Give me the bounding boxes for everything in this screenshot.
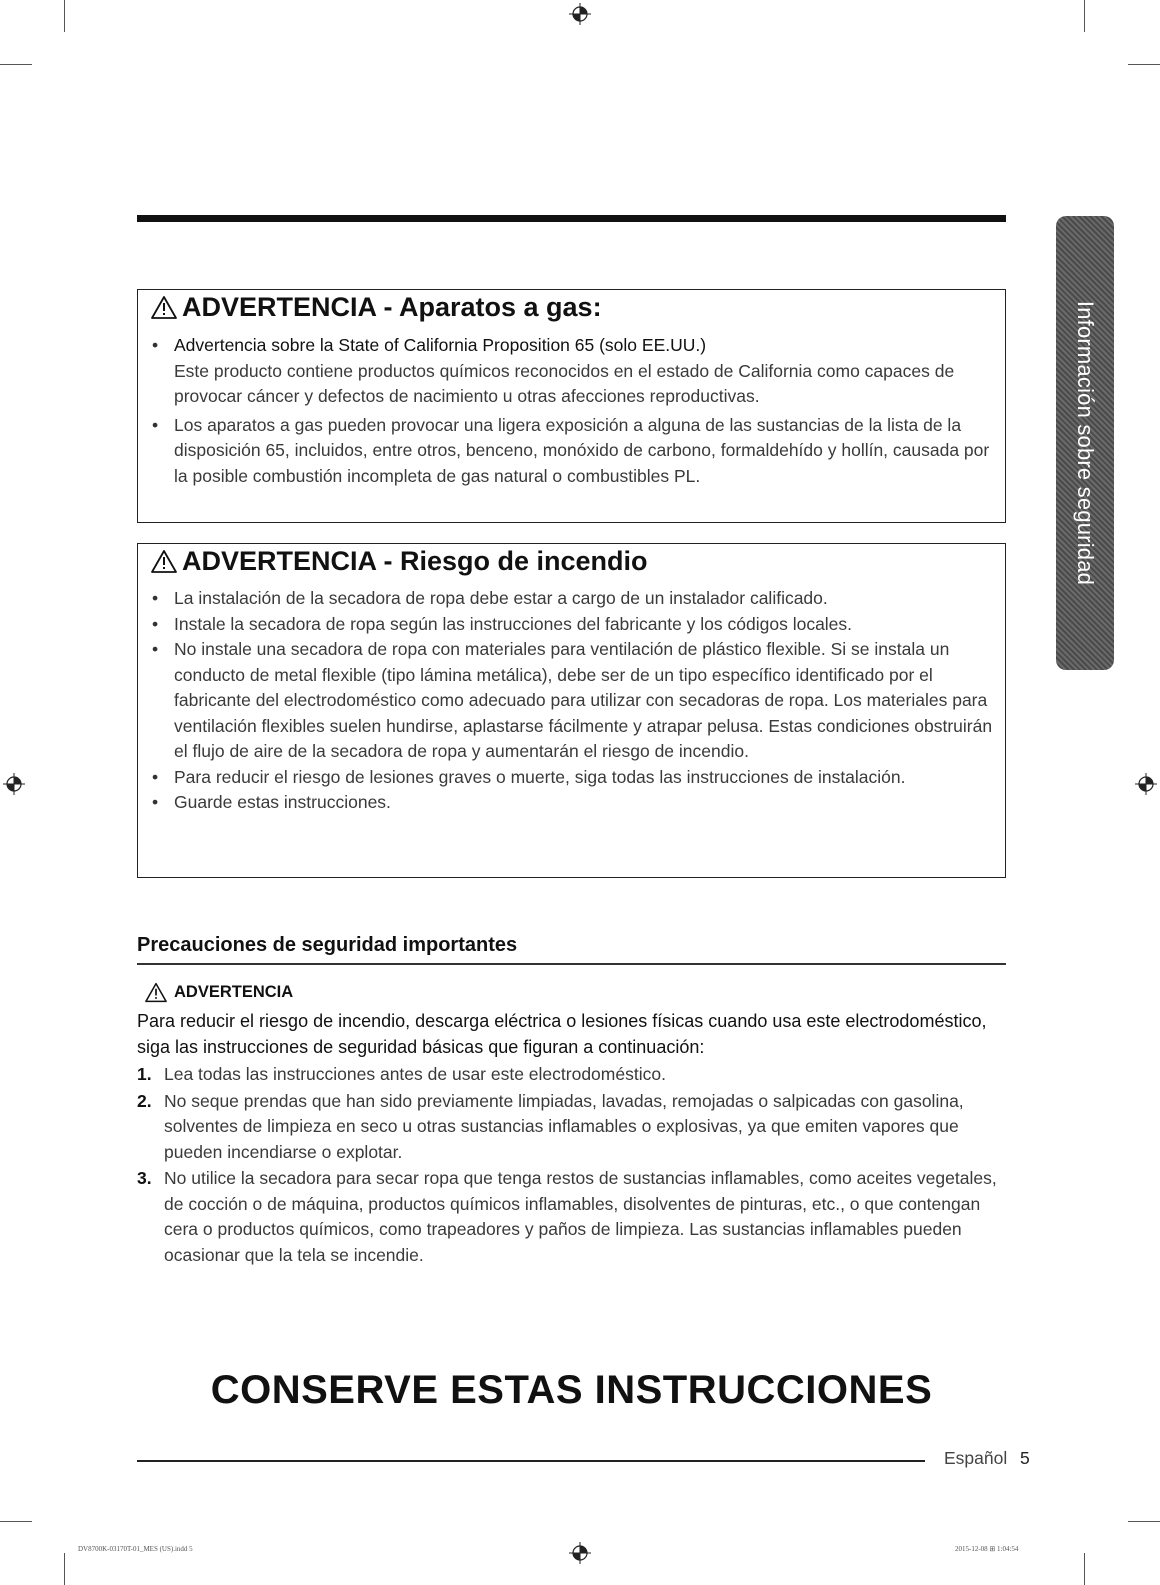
list-item-text: Este producto contiene productos químicos reconocidos en el estado de California como capaces de provocar cáncer y defectos de nacimiento u otras afecciones reproductivas. xyxy=(174,360,955,406)
print-slug-file: DV8700K-03170T-01_MES (US).indd 5 xyxy=(78,1545,193,1553)
list-item-text: No seque prendas que han sido previamente limpiadas, lavadas, remojadas o salpicadas con gasolina, solventes de limpieza en seco u otras sustancias inflamables o explosivas, ya que emiten vapores que pueden incendiarse o explotar. xyxy=(164,1090,964,1162)
list-item: • Para reducir el riesgo de lesiones graves o muerte, siga todas las instrucciones de instalación. xyxy=(148,765,995,791)
list-item-number: 1. xyxy=(137,1064,152,1084)
list-item xyxy=(137,1089,1012,1166)
section-rule xyxy=(137,963,1006,965)
list-item-text: No utilice la secadora para secar ropa que tenga restos de sustancias inflamables, como aceites vegetales, de cocción o de máquina, productos químicos inflamables, disolventes de pinturas, etc., o que contengan cera o productos químicos, como trapeadores y paños de limpieza. Las sustancias inflamables pueden ocasionar que la tela se incendie. xyxy=(164,1168,997,1265)
precautions-intro: Para reducir el riesgo de incendio, descarga eléctrica o lesiones físicas cuando usa este electrodoméstico, siga las instrucciones de seguridad básicas que figuran a continuación: xyxy=(137,1011,987,1057)
closing-title: CONSERVE ESTAS INSTRUCCIONES xyxy=(210,1368,933,1412)
section-heading: Precauciones de seguridad importantes xyxy=(137,934,518,956)
list-item-number: 2. xyxy=(137,1090,152,1111)
footer-language: Español xyxy=(944,1448,1008,1468)
list-item: • Guarde estas instrucciones. xyxy=(148,790,995,816)
precautions-list xyxy=(137,1062,1012,1269)
warning-fire-title-text: ADVERTENCIA - Riesgo de incendio xyxy=(182,546,648,576)
warning-triangle-icon xyxy=(144,982,168,1003)
registration-mark-icon xyxy=(3,773,25,795)
section-side-tab-label: Información sobre seguridad xyxy=(1073,300,1098,586)
crop-mark xyxy=(0,64,32,65)
registration-mark-icon xyxy=(569,1542,591,1564)
crop-mark xyxy=(1128,64,1160,65)
warning-gas-title-text: ADVERTENCIA - Aparatos a gas: xyxy=(182,292,602,322)
list-item: • La instalación de la secadora de ropa debe estar a cargo de un instalador calificado. xyxy=(148,586,995,612)
warning-label-text: ADVERTENCIA xyxy=(174,983,294,1001)
print-slug-date: 2015-12-08 ⊞ 1:04:54 xyxy=(955,1545,1019,1553)
warning-fire-title xyxy=(150,546,648,577)
warning-triangle-icon xyxy=(150,295,178,320)
list-item-number: 3. xyxy=(137,1168,152,1188)
crop-mark xyxy=(1084,0,1085,32)
list-item-lead: • Advertencia sobre la State of California Proposition 65 (solo EE.UU.) xyxy=(174,335,707,355)
page-number: 5 xyxy=(1020,1448,1030,1468)
list-item-text: Lea todas las instrucciones antes de usar este electrodoméstico. xyxy=(164,1064,666,1084)
crop-mark xyxy=(1084,1553,1085,1585)
warning-box-gas xyxy=(137,289,1006,523)
registration-mark-icon xyxy=(1135,773,1157,795)
warning-gas-list xyxy=(148,333,995,489)
warning-gas-title xyxy=(150,292,602,323)
list-item: • No instale una secadora de ropa con materiales para ventilación de plástico flexible. Si se instala un conducto de metal flexible (tipo lámina metálica), debe ser de un tipo específico identificado por el fabricante del electrodoméstico como adecuado para utilizar con secadoras de ropa. Los materiales para ventilación flexibles suelen hundirse, aplastarse fácilmente y atrapar pelusa. Estas condiciones obstruirán el flujo de aire de la secadora de ropa y aumentarán el riesgo de incendio. xyxy=(148,637,995,765)
crop-mark xyxy=(1128,1521,1160,1522)
crop-mark xyxy=(0,1521,32,1522)
list-item: • Instale la secadora de ropa según las instrucciones del fabricante y los códigos locales. xyxy=(148,612,995,638)
warning-fire-list xyxy=(148,586,995,816)
list-item xyxy=(137,1062,1012,1088)
section-side-tab xyxy=(1056,216,1114,670)
list-item xyxy=(148,333,995,410)
footer-rule xyxy=(137,1460,925,1462)
crop-mark xyxy=(64,1553,65,1585)
warning-box-fire xyxy=(137,543,1006,878)
top-rule xyxy=(137,215,1006,222)
warning-triangle-icon xyxy=(150,549,178,574)
list-item-text: • Los aparatos a gas pueden provocar una ligera exposición a alguna de las sustancias de la lista de la disposición 65, incluidos, entre otros, benceno, monóxido de carbono, formaldehído y hollín, causada por la posible combustión incompleta de gas natural o combustibles PL. xyxy=(174,414,990,486)
crop-mark xyxy=(64,0,65,32)
registration-mark-icon xyxy=(569,3,591,25)
list-item xyxy=(137,1166,1012,1268)
list-item xyxy=(148,413,995,490)
warning-label xyxy=(144,982,293,1003)
